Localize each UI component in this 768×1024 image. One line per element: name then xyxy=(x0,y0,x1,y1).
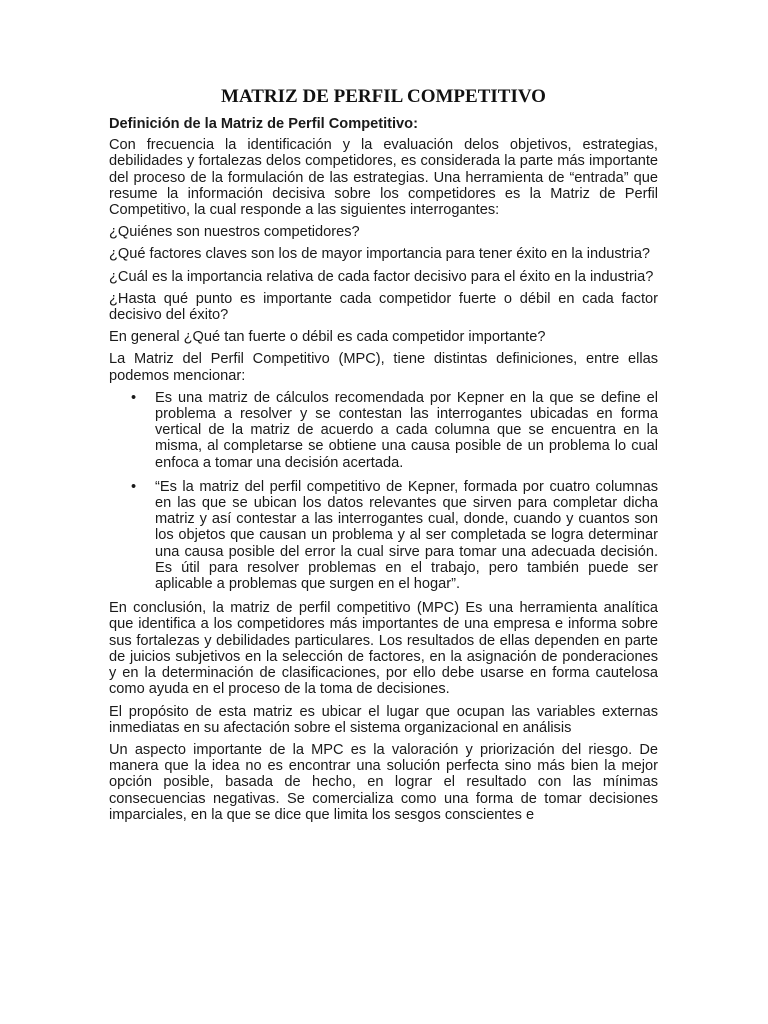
list-item-text: Es una matriz de cálculos recomendada por Kepner en la que se define el problema a resolver y se contestan las interrogantes ubicadas en forma vertical de la matriz de acuerdo a cada columna que se encuentra en la misma, al completarse se obtiene una causa posible de un problema lo cual enfoca a tomar una decisión acertada. xyxy=(155,389,658,471)
question-5: En general ¿Qué tan fuerte o débil es cada competidor importante? xyxy=(109,329,546,346)
definitions-lead-paragraph: La Matriz del Perfil Competitivo (MPC), tiene distintas definiciones, entre ellas podemos mencionar: xyxy=(109,351,658,384)
list-item-text: “Es la matriz del perfil competitivo de Kepner, formada por cuatro columnas en las que se ubican los datos relevantes que sirven para completar dicha matriz y así contestar a las interrogantes cual, donde, cuando y cuantos son los objetos que causan un problema y al ser completada se logra determinar una causa posible del error la cual sirve para tomar una adecuada decisión. Es útil para resolver problemas en el trabajo, pero también puede ser aplicable a problemas que surgen en el hogar”. xyxy=(155,478,658,593)
definitions-list xyxy=(109,390,658,592)
list-item xyxy=(109,390,658,471)
bullet-icon: • xyxy=(131,478,137,495)
bullet-icon: • xyxy=(131,389,137,406)
document-content xyxy=(109,86,658,829)
list-item xyxy=(109,479,658,592)
question-2: ¿Qué factores claves son los de mayor importancia para tener éxito en la industria? xyxy=(109,246,651,263)
risk-paragraph: Un aspecto importante de la MPC es la valoración y priorización del riesgo. De manera que la idea no es encontrar una solución perfecta sino más bien la mejor opción posible, basada de hecho, en lograr el resultado con las mínimas consecuencias negativas. Se comercializa como una forma de tomar decisiones imparciales, en la que se dice que limita los sesgos conscientes e xyxy=(109,741,658,823)
question-1: ¿Quiénes son nuestros competidores? xyxy=(109,224,360,241)
question-3: ¿Cuál es la importancia relativa de cada factor decisivo para el éxito en la industria? xyxy=(109,268,654,285)
intro-paragraph: Con frecuencia la identificación y la evaluación delos objetivos, estrategias, debilidades y fortalezas delos competidores, es considerada la parte más importante del proceso de la formulación de las estrategias. Una herramienta de “entrada” que resume la información decisiva sobre los competidores es la Matriz de Perfil Competitivo, la cual responde a las siguientes interrogantes: xyxy=(109,137,658,219)
conclusion-paragraph: En conclusión, la matriz de perfil competitivo (MPC) Es una herramienta analítica que identifica a los competidores más importantes de una empresa e informa sobre sus fortalezas y debilidades particulares. Los resultados de ellas dependen en parte de juicios subjetivos en la selección de factores, en la asignación de ponderaciones y en la determinación de clasificaciones, por ello debe usarse en forma cautelosa como ayuda en el proceso de la toma de decisiones. xyxy=(109,600,658,698)
document-title: MATRIZ DE PERFIL COMPETITIVO xyxy=(221,86,546,107)
question-4: ¿Hasta qué punto es importante cada competidor fuerte o débil en cada factor decisivo del éxito? xyxy=(109,290,658,324)
section-heading: Definición de la Matriz de Perfil Competitivo: xyxy=(109,116,418,132)
purpose-paragraph: El propósito de esta matriz es ubicar el lugar que ocupan las variables externas inmediatas en su afectación sobre el sistema organizacional en análisis xyxy=(109,703,658,736)
